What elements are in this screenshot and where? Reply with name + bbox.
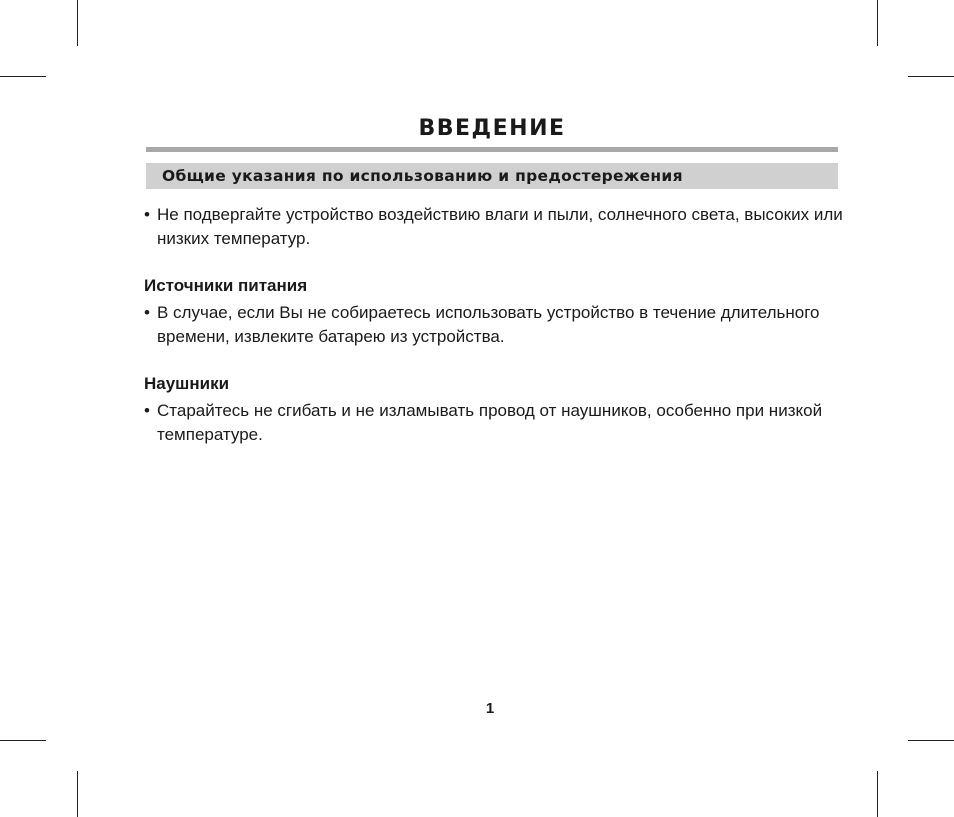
crop-mark-bottom-left-vertical — [77, 771, 78, 817]
bullet: • — [144, 401, 150, 420]
subsection-heading-power: Источники питания — [144, 276, 308, 295]
page-title: ВВЕДЕНИЕ — [418, 116, 566, 141]
list-item — [144, 399, 844, 447]
crop-mark-top-right-horizontal — [908, 76, 954, 77]
paragraph-text: Не подвергайте устройство воздействию влаги и пыли, солнечного света, высоких или низких температур. — [157, 205, 843, 248]
crop-mark-bottom-right-horizontal — [908, 740, 954, 741]
crop-mark-top-left-horizontal — [0, 76, 46, 77]
subsection-heading-headphones: Наушники — [144, 374, 230, 393]
title-rule — [146, 147, 838, 152]
bullet: • — [144, 303, 150, 322]
bullet: • — [144, 205, 150, 224]
list-item — [144, 301, 844, 349]
section-title: Общие указания по использованию и предостережения — [162, 167, 683, 185]
crop-mark-bottom-left-horizontal — [0, 740, 46, 741]
paragraph-text: Старайтесь не сгибать и не изламывать провод от наушников, особенно при низкой температуре. — [157, 401, 823, 444]
list-item — [144, 203, 844, 251]
paragraph-text: В случае, если Вы не собираетесь использовать устройство в течение длительного времени, извлеките батарею из устройства. — [157, 303, 820, 346]
page-content — [144, 203, 844, 447]
page-number: 1 — [485, 700, 495, 717]
crop-mark-bottom-right-vertical — [877, 771, 878, 817]
crop-mark-top-left-vertical — [77, 0, 78, 46]
section-header-bar — [146, 163, 838, 189]
crop-mark-top-right-vertical — [877, 0, 878, 46]
